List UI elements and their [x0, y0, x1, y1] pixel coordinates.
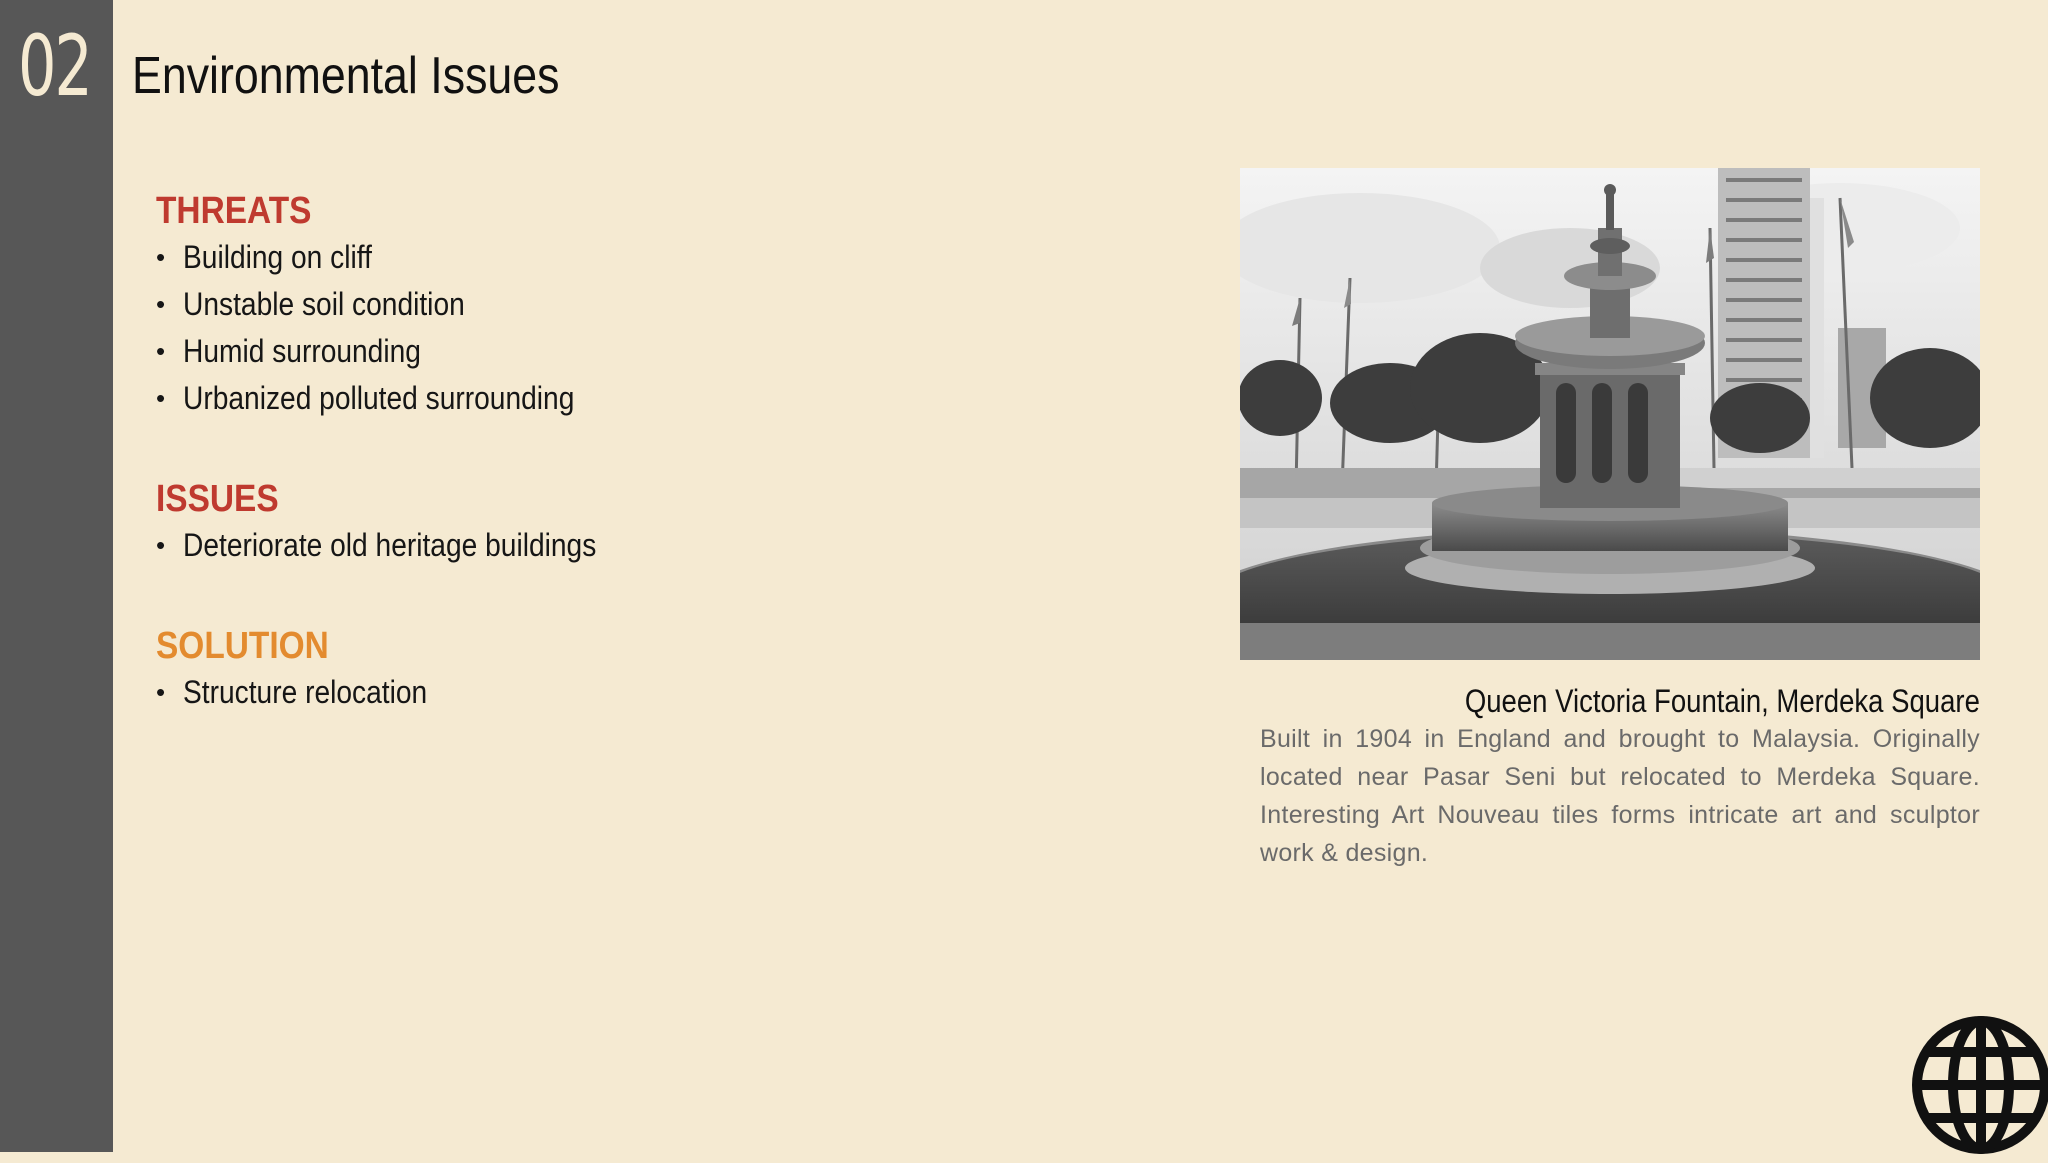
issues-list [156, 522, 653, 569]
threats-list [156, 234, 628, 422]
fountain-photo [1240, 168, 1980, 660]
bullet-icon: • [156, 289, 166, 319]
solution-heading: SOLUTION [156, 625, 329, 667]
bullet-icon: • [156, 530, 166, 560]
slide-number: 02 [18, 17, 91, 115]
bullet-icon: • [156, 383, 166, 413]
issues-section [156, 476, 653, 569]
issues-heading: ISSUES [156, 478, 279, 520]
bullet-icon: • [156, 677, 166, 707]
list-item: • Humid surrounding [156, 328, 628, 375]
caption-body: Built in 1904 in England and brought to Malaysia. Originally located near Pasar Seni but relocated to Merdeka Square. Interesting Art Nouveau tiles forms intricate art and sculptor work & design. [1260, 725, 1980, 867]
list-item: • Building on cliff [156, 234, 628, 281]
bullet-icon: • [156, 336, 166, 366]
threats-heading: THREATS [156, 190, 312, 232]
threats-section [156, 188, 628, 422]
caption-title: Queen Victoria Fountain, Merdeka Square [1464, 683, 1980, 719]
list-item: • Unstable soil condition [156, 281, 628, 328]
list-item: • Urbanized polluted surrounding [156, 375, 628, 422]
list-item: • Structure relocation [156, 669, 460, 716]
list-item: • Deteriorate old heritage buildings [156, 522, 653, 569]
solution-list [156, 669, 460, 716]
page-title: Environmental Issues [132, 47, 560, 105]
globe-icon[interactable] [1908, 1012, 2048, 1158]
bullet-icon: • [156, 242, 166, 272]
sidebar-band [0, 0, 113, 1152]
solution-section [156, 623, 460, 716]
